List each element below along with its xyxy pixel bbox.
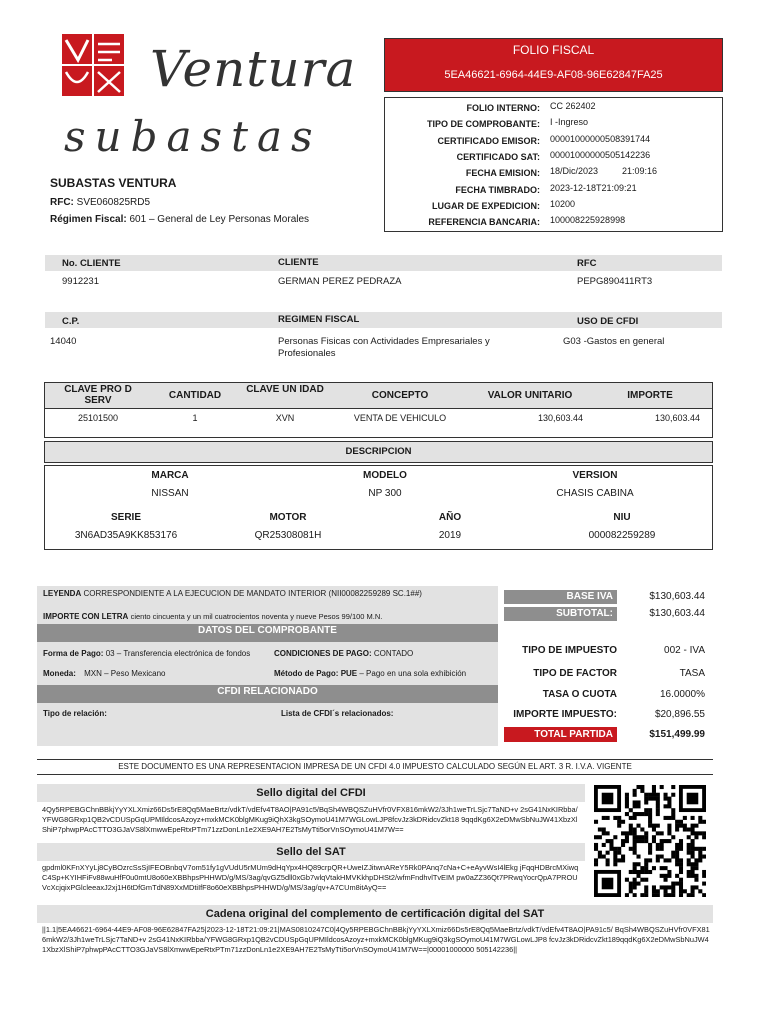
client-name: GERMAN PEREZ PEDRAZA xyxy=(278,276,402,287)
items-header-cell: VALOR UNITARIO xyxy=(487,390,573,401)
serie-label: SERIE xyxy=(110,512,141,523)
marca-label: MARCA xyxy=(151,470,189,481)
forma-pago-value: 03 – Transferencia electrónica de fondos xyxy=(105,649,251,658)
importe-impuesto-value: $20,896.55 xyxy=(654,709,705,720)
sello-cfdi-title: Sello digital del CFDI xyxy=(37,784,585,802)
subtotal-label: SUBTOTAL: xyxy=(504,607,617,621)
client-uso: G03 -Gastos en general xyxy=(563,336,665,347)
subtotal-value: $130,603.44 xyxy=(649,608,705,619)
items-cell: VENTA DE VEHICULO xyxy=(353,413,447,423)
tipo-factor-value: TASA xyxy=(679,668,705,679)
importe-letra-value: ciento cincuenta y un mil cuatrocientos noventa y nueve Pesos 99/100 M.N. xyxy=(130,612,383,621)
tipo-factor-label: TIPO DE FACTOR xyxy=(533,668,617,679)
base-iva-value: $130,603.44 xyxy=(649,591,705,602)
issuer-rfc-value: SVE060825RD5 xyxy=(76,197,151,208)
condiciones-value: CONTADO xyxy=(373,649,414,658)
notice-text: ESTE DOCUMENTO ES UNA REPRESENTACION IMPRESA DE UN CFDI 4.0 IMPUESTO CALCULADO SEGÚN EL ART. 3 R. I.V.A. VIGENTE xyxy=(118,762,632,771)
metodo-label: Método de Pago: xyxy=(274,669,339,678)
logo-word-subastas: subastas xyxy=(64,112,322,161)
meta-row xyxy=(385,101,722,115)
issuer-regimen xyxy=(50,214,309,225)
meta-row xyxy=(385,117,722,131)
legend-panel xyxy=(37,586,498,746)
cadena-text: ||1.1|5EA46621-6964-44E9-AF08-96E62847FA25|2023-12-18T21:09:21|MAS0810247C0|4Qy5RPEBGChnBBkjYyYXLXmiz66Ds5rE8Qq5MaeBrtz/vdkT/vdEfv4T8AO|PA91c5/ BqSh4WBQSZuHVfr0VFX816mkW2/3Jh1weTrLSjc7TaND+v 2sG41NxKIRbba/YFWG8GRxp1QB2vCDUSpGqUPMIldcosAzoyz+mxkMCK0blgMKug9iQ3kgSOymoU41M7WGLowLJP8 fcvJz3kDRidcvZkt189qqdKg6X2eDMwSbNuJW41XbzXlShiP7phwpPAcCTTO3GJaVS8lXmwwEpeRtxPTm71zzDonLn1e2XE9AH7E2TsMyTti5orVnSOymoU41M7W==|00001000000 505142236|| xyxy=(42,925,710,954)
importe-letra-label: IMPORTE CON LETRA xyxy=(43,612,129,621)
tasa-label: TASA O CUOTA xyxy=(542,689,617,700)
moneda-line xyxy=(43,669,166,678)
leyenda-value: CORRESPONDIENTE A LA EJECUCION DE MANDATO INTERIOR (NII00082259289 SC.1##) xyxy=(83,589,422,598)
client-regimen-label: REGIMEN FISCAL xyxy=(278,314,360,325)
meta-row xyxy=(385,199,722,213)
folio-fiscal-title: FOLIO FISCAL xyxy=(512,43,595,57)
description-title: DESCRIPCION xyxy=(44,441,713,463)
folio-fiscal-banner xyxy=(384,38,723,92)
relacionado-title: CFDI RELACIONADO xyxy=(37,685,498,703)
tipo-relacion-label: Tipo de relación: xyxy=(43,709,107,718)
client-no: 9912231 xyxy=(62,276,99,287)
moneda-label: Moneda: xyxy=(43,669,76,678)
issuer-rfc xyxy=(50,197,150,208)
tipo-impuesto-label: TIPO DE IMPUESTO xyxy=(522,645,617,656)
meta-row xyxy=(385,150,722,164)
forma-pago-line xyxy=(43,649,250,658)
leyenda-line xyxy=(43,589,498,598)
client-header-row xyxy=(45,255,722,271)
version-value: CHASIS CABINA xyxy=(556,488,634,499)
items-header xyxy=(45,383,712,409)
client-name-label: CLIENTE xyxy=(278,257,319,268)
cadena-title: Cadena original del complemento de certificación digital del SAT xyxy=(37,905,713,923)
folio-fiscal-uuid: 5EA46621-6964-44E9-AF08-96E62847FA25 xyxy=(444,69,663,81)
anio-value: 2019 xyxy=(438,530,462,541)
logo-word-ventura: Ventura xyxy=(150,40,357,98)
notice-box xyxy=(37,759,713,775)
importe-impuesto-label: IMPORTE IMPUESTO: xyxy=(513,709,617,720)
importe-letra-line xyxy=(43,612,498,621)
items-cell: 25101500 xyxy=(77,413,119,423)
meta-row xyxy=(385,166,722,180)
issuer-name: SUBASTAS VENTURA xyxy=(50,176,177,190)
base-iva-label: BASE IVA xyxy=(504,590,617,604)
meta-label: FECHA EMISION: xyxy=(465,168,540,179)
meta-label: FECHA TIMBRADO: xyxy=(455,184,540,195)
total-partida-label: TOTAL PARTIDA xyxy=(504,727,617,742)
modelo-value: NP 300 xyxy=(368,488,402,499)
issuer-regimen-label: Régimen Fiscal: xyxy=(50,214,127,225)
meta-value: 2023-12-18T21:09:21 xyxy=(550,182,637,193)
invoice-meta-box xyxy=(384,97,723,232)
client-cp: 14040 xyxy=(50,336,77,347)
meta-label: FOLIO INTERNO: xyxy=(466,103,540,113)
meta-value: 18/Dic/2023 xyxy=(550,166,599,177)
condiciones-line xyxy=(274,649,413,658)
version-label: VERSION xyxy=(572,470,618,481)
qr-code xyxy=(594,785,706,897)
tasa-value: 16.0000% xyxy=(659,689,705,700)
meta-label: REFERENCIA BANCARIA: xyxy=(428,217,540,228)
items-cell: 1 xyxy=(192,413,198,423)
sello-sat-title: Sello del SAT xyxy=(37,843,585,861)
meta-row xyxy=(385,215,722,229)
lista-cfdi-label: Lista de CFDI´s relacionados: xyxy=(281,709,394,718)
anio-label: AÑO xyxy=(438,512,462,523)
client-cp-label: C.P. xyxy=(62,316,80,327)
modelo-label: MODELO xyxy=(363,470,407,481)
tipo-impuesto-value: 002 - IVA xyxy=(664,645,705,656)
items-header-cell: CLAVE PRO D SERV xyxy=(64,384,132,406)
marca-value: NISSAN xyxy=(151,488,189,499)
metodo-line xyxy=(274,669,466,678)
niu-value: 000082259289 xyxy=(588,530,656,541)
qr-code-icon xyxy=(594,785,706,897)
sello-cfdi-text: 4Qy5RPEBGChnBBkjYyYXLXmiz66Ds5rE8Qq5MaeBrtz/vdkT/vdEfv4T8AO|PA91c5/BqSh4WBQSZuHVfr0VFX816mkW2/3Jh1weTrLSjc7TaND+v 2sG41NxKIRbba/YFWG8GRxp1QB2vCDUSpGqUPMIldcosAzoyz+mxkMCK0blgMKug9iQhX3kgSOymoU41M7WGLowLJP8fcvJz3kDRidcvZkt18 9qqdKg6X2eDMwSbNuJW41XbzXlShiP7phwpPAcCTTO3GJaVS8lXmwwEpeRtxPTm71zzDonLn1e2XE9AH7E2TsMyTti5orVnSOymoU41M7W== xyxy=(42,805,578,834)
leyenda-label: LEYENDA xyxy=(43,589,82,598)
meta-value: 100008225928998 xyxy=(550,215,626,226)
meta-row xyxy=(385,183,722,197)
metodo-value: – Pago en una sola exhibición xyxy=(359,669,467,678)
meta-row xyxy=(385,134,722,148)
total-partida-value: $151,499.99 xyxy=(649,729,705,740)
items-header-cell: CLAVE UN IDAD xyxy=(246,384,324,395)
client-rfc-label: RFC xyxy=(577,258,597,269)
items-header-cell: IMPORTE xyxy=(627,390,673,401)
issuer-regimen-value: 601 – General de Ley Personas Morales xyxy=(129,214,310,225)
client-rfc: PEPG890411RT3 xyxy=(577,276,653,287)
moneda-value: MXN – Peso Mexicano xyxy=(84,669,166,678)
meta-extra: 21:09:16 xyxy=(622,166,658,177)
meta-value: I -Ingreso xyxy=(550,117,589,128)
sello-sat-text: gpdml0KFnXYyLj8CyBOzrcSsSjIFEOBnbqV7om51fy1gVUdU5rMUm9dHqYpx4HQ89crpQR+UweIZJitwnAReY5Rk0PAnq7cNa+C+eAyvWsI4lEkg jFqqHDBrcMXiwqC4Sp+KYIHFiFv88wuHfF0u0mtU8o60eXBBhpsPHHWD/g/MS/3ag/qvGZ5dll0xGb7wlqVtakHMVKkhpDHSt2/wfmFndhvlTvEIM pw0aZZ36Qt7PRwqYocrQpA7PROUVcXcjqixPGlcleeaxJ2xj1H6tDfGmTdN89XxMDtiIfF8o60eXBBhpsPHHWD/g/MS/3ag/qv+A7CUm8itAyQ== xyxy=(42,863,579,892)
items-header-cell: CANTIDAD xyxy=(168,390,222,401)
issuer-rfc-label: RFC: xyxy=(50,197,74,208)
items-header-cell: CONCEPTO xyxy=(371,390,429,401)
condiciones-label: CONDICIONES DE PAGO: xyxy=(274,649,372,658)
client-no-label: No. CLIENTE xyxy=(62,258,121,269)
meta-label: CERTIFICADO SAT: xyxy=(456,151,540,162)
items-cell: XVN xyxy=(275,413,295,423)
items-cell: 130,603.44 xyxy=(537,413,583,423)
items-table xyxy=(44,382,713,438)
items-cell: 130,603.44 xyxy=(654,413,700,423)
motor-label: MOTOR xyxy=(269,512,307,523)
meta-value: CC 262402 xyxy=(550,101,596,111)
meta-label: CERTIFICADO EMISOR: xyxy=(437,135,540,146)
forma-pago-label: Forma de Pago: xyxy=(43,649,104,658)
meta-label: TIPO DE COMPROBANTE: xyxy=(426,119,540,130)
comprobante-title: DATOS DEL COMPROBANTE xyxy=(37,624,498,642)
motor-value: QR25308081H xyxy=(254,530,322,541)
meta-value: 00001000000505142236 xyxy=(550,149,651,160)
client-uso-label: USO DE CFDI xyxy=(577,316,639,327)
meta-label: LUGAR DE EXPEDICION: xyxy=(431,200,540,211)
serie-value: 3N6AD35A9KK853176 xyxy=(74,530,178,541)
client-regimen: Personas Fisicas con Actividades Empresariales y Profesionales xyxy=(278,336,490,359)
niu-label: NIU xyxy=(613,512,631,523)
metodo-code: PUE xyxy=(340,669,358,678)
meta-value: 00001000000508391744 xyxy=(550,133,651,144)
meta-value: 10200 xyxy=(550,198,576,209)
